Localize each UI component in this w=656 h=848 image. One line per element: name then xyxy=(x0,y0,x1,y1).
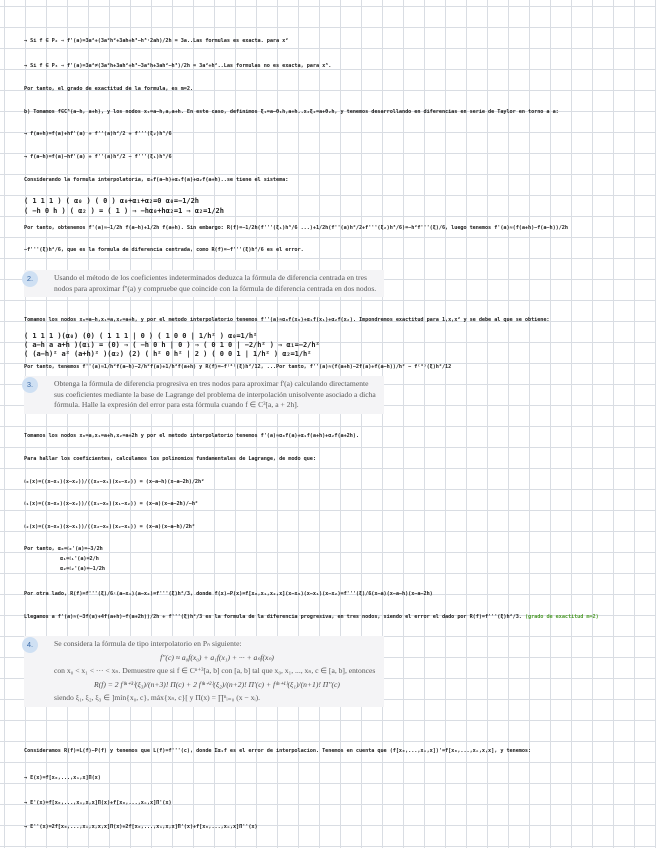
problem-3 xyxy=(24,376,384,414)
note-line: → Si f ∈ P₃ ⇒ f'(a)=3a²≠(3a²h+3ah²+h³−3a²h+3ah²−h³)/2h = 3a²+h²..Las formulas no es exacta, para x³. xyxy=(24,63,332,69)
problem-formula: f''(c) ≈ a₀f(x₀) + a₁f(x₁) + ··· + aₙf(xₙ) xyxy=(160,652,274,662)
problem-statement: Obtenga la fórmula de diferencia progresiva en tres nodos para aproximar f'(a) calculando directamente sus coeficientes mediante la base de Lagrange del problema de interpolación unisolvente asociado a dicha fórmula. Halle la expresión del error para esta fórmula cuando f ∈ C³[a, a + 2h]. xyxy=(54,379,376,410)
note-line: → f(a−h)=f(a)−hf'(a) + f''(a)h²/2 − f'''(ξ₁)h³/6 xyxy=(24,154,172,160)
problem-statement: Usando el método de los coeficientes indeterminados deduzca la fórmula de diferencia centrada en tres nodos para aproximar f''(a) y compruebe que coincide con la fórmula de diferencia centrada en dos nodos. xyxy=(54,273,377,293)
note-line: ℓ₁(x)=((x−x₀)(x−x₂))/((x₁−x₀)(x₁−x₂)) = (x−a)(x−a−2h)/−h² xyxy=(24,501,198,507)
note-line: ℓ₀(x)=((x−x₁)(x−x₂))/((x₀−x₁)(x₀−x₂)) = (x−a−h)(x−a−2h)/2h² xyxy=(24,479,205,485)
note-matrix-line: ( a−h a a+h )(α₁) = (0) ⇒ ( −h 0 h | 0 ) ⇒ ( 0 1 0 | −2/h² ) ⇒ α₁=−2/h² xyxy=(24,341,320,349)
note-line: Por tanto, obtenemos f'(a)≈−1/2h f(a−h)+1/2h f(a+h). Sin embargo: R(f)=−1/2h(f'''(ξ₁)h³/6 ...)+1/2h(f''(a)h²/2+f'''(ξ₂)h³/6)=−h²f'''(ξ)/6, luego tenemos f'(a)≈(f(a+h)−f(a−h))/2h xyxy=(24,225,568,231)
note-line: −f'''(ξ)h²/6, que es la formula de diferencia centrada, como R(f)=−f'''(ξ)h²/6 es el error. xyxy=(24,247,304,253)
note-line: → Si f ∈ P₂ ⇒ f'(a)=3a²+(3a²h²+3ah+h³−h³·2ah)/2h = 3a..Las formulas es exacta. para x² xyxy=(24,38,289,44)
problem-number-badge: 3. xyxy=(22,377,38,393)
note-line: → E''(x)=2f[x₀,...,xₙ,x,x,x]Π(x)+2f[x₀,...,xₙ,x,x]Π'(x)+f[x₀,...,xₙ,x]Π''(x) xyxy=(24,824,258,830)
note-line: → E'(x)=f[x₀,...,xₙ,x,x]Π(x)+f[x₀,...,xₙ,x]Π'(x) xyxy=(24,800,172,806)
note-matrix-line: ( (a−h)² a² (a+h)² )(α₂) (2) ( h² 0 h² | 2 ) ( 0 0 1 | 1/h² ) α₂=1/h² xyxy=(24,350,312,358)
note-line: Consideramos R(f)=L(f)−P(f) y tenemos que L(f)=f'''(c), donde Σα₁f es el error de interpolacion. Tenemos en cuenta que (f[x₀,...,xₙ,x])'=f[x₀,...,xₙ,x,x], y tenemos: xyxy=(24,748,532,754)
note-line: Por otra lado, R(f)=f'''(ξ)/6·(a−x₁)(a−x₂)=f'''(ξ)h²/3, donde f(x)−P(x)=f[x₀,x₁,x₂,x](x−x₀)(x−x₁)(x−x₂)=f'''(ξ)/6(x−a)(x−a−h)(x−a−2h) xyxy=(24,591,433,597)
note-line: ℓ₂(x)=((x−x₀)(x−x₁))/((x₂−x₀)(x₂−x₁)) = (x−a)(x−a−h)/2h² xyxy=(24,524,195,530)
exactness-note: (grado de exactitud m=2) xyxy=(524,614,599,620)
note-line: Considerando la formula interpolatoria, α₀f(a−h)+α₁f(a)+α₂f(a+h)..se tiene el sistema: xyxy=(24,177,289,183)
note-matrix-line: ( 1 1 1 ) ( α₀ ) ( 0 ) α₀+α₁+α₂=0 α₀=−1/2h xyxy=(24,197,199,205)
note-line: Tomamos los nodos x₀=a−h,x₁=a,x₂=a+h, y por el metodo interpolatorio tenemos f''(a)≈α₀f(x₀)+α₁f(x₁)+α₂f(x₂). Impondremos exactitud para 1,x,x² y se debe al que se obtiene: xyxy=(24,317,550,323)
note-matrix-line: ( 1 1 1 )(α₀) (0) ( 1 1 1 | 0 ) ( 1 0 0 | 1/h² ) α₀=1/h² xyxy=(24,332,258,340)
problem-2 xyxy=(24,270,384,297)
note-text: Llegamos a f'(a)≈(−3f(a)+4f(a+h)−f(a+2h))/2h + f'''(ξ)h²/3 es la formula de la diferencia progresiva, en tres nodos, siendo el error el dado por R(f)=f'''(ξ)h²/3. xyxy=(24,614,522,620)
note-line: Para hallar los coeficientes, calculamos los polinomios fundamentales de Lagrange, de modo que: xyxy=(24,456,316,462)
note-line: → f(a+h)=f(a)+hf'(a) + f''(a)h²/2 + f'''(ξ₂)h³/6 xyxy=(24,131,172,137)
note-line: Por tanto, el grado de exactitud de la formula, es m=2. xyxy=(24,86,194,92)
problem-statement-end: siendo ξ₁, ξ₂, ξ₃ ∈ ]mín{x₀, c}, máx{xₙ, c}[ y Π(x) = ∏ⁿᵢ₌₀ (x − xᵢ). xyxy=(54,693,261,703)
note-matrix-line: ( −h 0 h ) ( α₂ ) = ( 1 ) ⇒ −hα₀+hα₂=1 ⇒ α₂=1/2h xyxy=(24,207,224,215)
problem-statement-cont: con x₀ < x₁ < ··· < xₙ. Demuestre que si f ∈ Cⁿ⁺³[a, b] con [a, b] tal que x₀, x₁, ..., xₙ, c ∈ [a, b], entonces xyxy=(54,666,376,676)
problem-formula-error: R(f) = 2 f⁽ⁿ⁺³⁾(ξ₃)/(n+3)! Π(c) + 2 f⁽ⁿ⁺²⁾(ξ₂)/(n+2)! Π'(c) + f⁽ⁿ⁺¹⁾(ξ₁)/(n+1)! Π''(c) xyxy=(94,679,340,689)
problem-4 xyxy=(24,636,384,707)
problem-number-badge: 2. xyxy=(22,271,38,287)
note-line: Tomamos los nodos x₀=a,x₁=a+h,x₂=a+2h y por el metodo interpolatorio tenemos f'(a)≈α₀f(a)+α₁f(a+h)+α₂f(a+2h). xyxy=(24,433,359,439)
problem-statement: Se considera la fórmula de tipo interpolatorio en Pₙ siguiente: xyxy=(54,639,242,648)
note-line: α₂=ℓ₂'(a)=−1/2h xyxy=(60,566,105,572)
problem-number-badge: 4. xyxy=(22,637,38,653)
note-line: α₁=ℓ₁'(a)=2/h xyxy=(60,556,99,562)
note-line: Por tanto, tenemos f''(a)≈1/h²f(a−h)−2/h²f(a)+1/h²f(a+h) y R(f)=−f⁽⁴⁾(ξ)h²/12, ...Por tanto, f''(a)≈(f(a+h)−2f(a)+f(a−h))/h² − f⁽⁴⁾(ξ)h²/12 xyxy=(24,364,452,370)
note-line: → E(x)=f[x₀,...,xₙ,x]Π(x) xyxy=(24,775,101,781)
note-line: b) Tomamos f∈C³(a−h, a+h), y los nodos x₁=a−h,a,a+h. En este caso, definimos ξ₁=a−θ₁h,a+h..x₂ξ₂=a+θ₂h, y tenemos desarrollando en diferencias en serie de Taylor en torno a a: xyxy=(24,109,559,115)
note-line: Por tanto, α₀=ℓ₀'(a)=−3/2h xyxy=(24,546,103,552)
note-line xyxy=(24,614,638,620)
